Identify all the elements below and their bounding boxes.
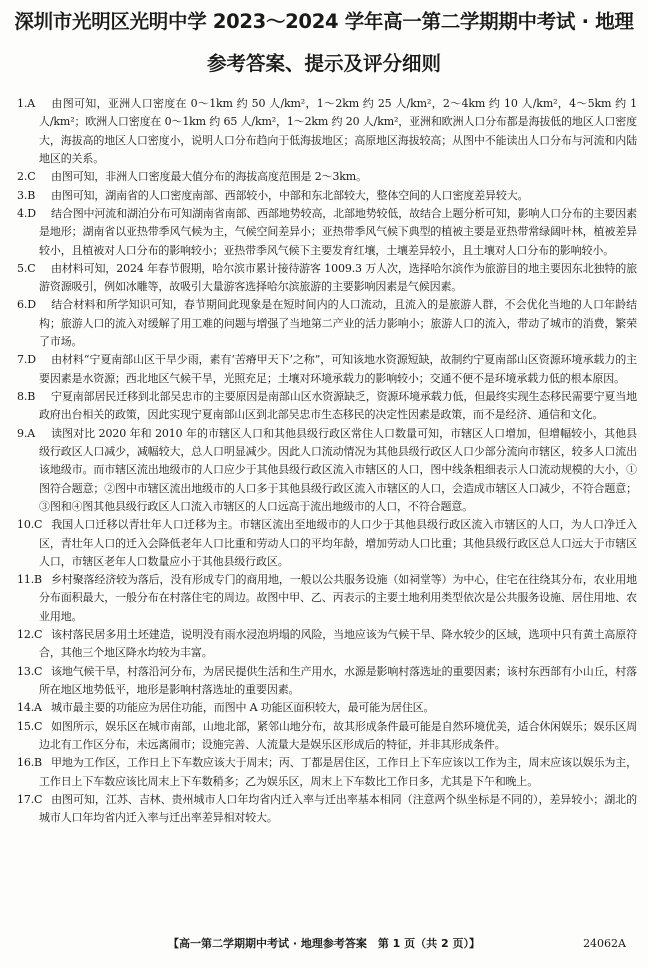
answer-explanation: 宁夏南部居民迁移到北部吴忠市的主要原因是南部山区水资源缺乏，资源环境承载力低，但最终实现生态移民需要宁夏当地政府出台相关的政策，因此实现宁夏南部山区到北部吴忠市生态移民的决定性因素是政策，而不是经济、通信和文化。: [39, 390, 637, 422]
answer-number: 15.C: [17, 719, 43, 733]
answer-number: 17.C: [17, 792, 43, 806]
answer-number: 16.B: [17, 756, 42, 770]
answer-number: 5.C: [17, 261, 36, 275]
answer-item: [17, 296, 637, 351]
answer-item: [17, 791, 637, 828]
answer-explanation: 由图可知，亚洲人口密度在 0～1km 约 50 人/km²，1～2km 约 25 人/km²，2～4km 约 10 人/km²，4～5km 约 1 人/km²；欧洲人口密度在 0～1km 约 65 人/km²，1～2km 约 20 人/km²，亚洲和欧洲人口分布都是海拔低的地区人口密度大，海拔高的地区人口密度小，说明人口分布趋向于低海拔地区；高原地区海拔较高；从图中不能读出人口分布与河流和内陆地区的关系。: [39, 97, 637, 165]
answer-item: [17, 626, 637, 663]
answer-number: 2.C: [17, 170, 36, 184]
answer-number: 13.C: [17, 664, 43, 678]
answer-number: 7.D: [17, 353, 36, 367]
answer-item: [17, 351, 637, 388]
answer-number: 10.C: [17, 518, 43, 532]
footer-paper-code: 24062A: [583, 937, 626, 950]
answer-item: [17, 95, 637, 168]
answer-number: 6.D: [17, 298, 36, 312]
page-subtitle: 参考答案、提示及评分细则: [206, 52, 441, 75]
answer-number: 4.D: [17, 206, 36, 220]
answer-explanation: 城市最主要的功能应为居住功能，而图中 A 功能区面积较大，最可能为居住区。: [51, 701, 435, 715]
answer-number: 8.B: [17, 390, 36, 403]
answer-explanation: 由材料可知，2024 年春节假期，哈尔滨市累计接待游客 1009.3 万人次，选择哈尔滨作为旅游目的地主要因东北独特的旅游资源吸引，例如冰雕等，故吸引大量游客选择哈尔滨旅游的主要影响因素是气候因素。: [39, 261, 637, 294]
answer-item: [17, 699, 637, 717]
answer-explanation: 甲地为工作区，工作日上下车数应该大于周末；丙、丁都是居住区，工作日上下车应该以工作为主，周末应该以娱乐为主，工作日上下车数应该比周末上下车数稍多；乙为娱乐区，周末上下车数比工作日多，尤其是下午和晚上。: [39, 756, 637, 788]
answer-explanation: 由图可知，非洲人口密度最大值分布的海拔高度范围是 2～3km。: [51, 170, 367, 184]
answer-explanation: 我国人口迁移以青壮年人口迁移为主。市辖区流出至地级市的人口少于其他县级行政区流入市辖区的人口，为人口净迁入区，青壮年人口的迁入会降低老年人口比重和劳动人口的平均年龄，增加劳动人口比重；其他县级行政区总人口远大于市辖区人口，市辖区老年人口数量应小于其他县级行政区。: [39, 518, 637, 568]
answer-explanation: 由材料“宁夏南部山区干旱少雨，素有‘苦瘠甲天下’之称”，可知该地水资源短缺，故制约宁夏南部山区资源环境承载力的主要因素是水资源；西北地区气候干旱，光照充足；土壤对环境承载力的影响较小；交通不便不是环境承载力低的根本原因。: [39, 353, 637, 385]
answer-explanation: 该村落民居多用土坯建造，说明没有雨水浸泡坍塌的风险，当地应该为气候干旱、降水较少的区域，选项中只有黄土高原符合，其他三个地区降水均较为丰富。: [39, 628, 637, 660]
page-footer: [0, 936, 648, 952]
answer-number: 3.B: [17, 188, 36, 202]
answer-item: [17, 754, 637, 791]
answer-item: [17, 571, 637, 626]
answer-explanation: 乡村聚落经济较为落后，没有形成专门的商用地，一般以公共服务设施（如祠堂等）为中心，住宅在往绕其分布，农业用地分布面积最大，一般分布在村落住宅的周边。故图中甲、乙、丙表示的主要土地利用类型依次是公共服务设施、居住用地、农业用地。: [39, 573, 637, 623]
answer-item: [17, 388, 637, 425]
answer-list: [17, 95, 637, 828]
answer-number: 11.B: [17, 573, 42, 587]
answer-item: [17, 516, 637, 571]
answer-item: [17, 168, 637, 186]
answer-explanation: 由图可知，湖南省的人口密度南部、西部较小，中部和东北部较大，整体空间的人口密度差异较大。: [51, 188, 529, 202]
answer-explanation: 如图所示，娱乐区在城市南部，山地北部，紧邻山地分布，故其形成条件最可能是自然环境优美，适合休闲娱乐；娱乐区周边北有工作区分布，未远离闹市；设施完善、人流量大是娱乐区形成后的特征，并非其形成条件。: [39, 719, 637, 751]
page-title: 深圳市光明区光明中学 2023～2024 学年高一第二学期期中考试 · 地理: [14, 10, 634, 33]
footer-page-info: 【高一第二学期期中考试 · 地理参考答案 第 1 页（共 2 页）】: [168, 937, 480, 950]
answer-explanation: 读图对比 2020 年和 2010 年的市辖区人口和其他县级行政区常住人口数量可知，市辖区人口增加，但增幅较小，其他县级行政区人口减少，减幅较大，总人口明显减少。因此人口流动情况为其他县级行政区人口少部分流向市辖区，较多人口流出该地级市。而市辖区流出地级市的人口应少于其他县级行政区流入市辖区的人口，图中线条粗细表示人口流动规模的大小，①图符合题意；②图中市辖区流出地级市的人口多于其他县级行政区流入市辖区的人口，会造成市辖区人口减少，不符合题意；③图和④图其他县级行政区人口流入市辖区的人口远高于流出地级市的人口，不符合题意。: [39, 426, 637, 513]
answer-item: [17, 187, 637, 205]
answer-number: 12.C: [17, 628, 43, 642]
answer-item: [17, 260, 637, 297]
answer-explanation: 该地气候干旱，村落沿河分布，为居民提供生活和生产用水，水源是影响村落选址的重要因素；该村东西部有小山丘，村落所在地区地势低平，地形是影响村落选址的重要因素。: [39, 664, 637, 696]
answer-item: [17, 205, 637, 260]
answer-item: [17, 663, 637, 700]
answer-number: 9.A: [17, 426, 35, 440]
answer-item: [17, 718, 637, 755]
answer-explanation: 结合图中河流和湖泊分布可知湖南省南部、西部地势较高，北部地势较低，故结合上题分析可知，影响人口分布的主要因素是地形；湖南省以亚热带季风气候为主，气候空间差异小；亚热带季风气候下典型的植被主要是亚热带常绿阔叶林，植被差异较小，且植被对人口分布的影响较小；亚热带季风气候下主要发育红壤，土壤差异较小，且土壤对人口分布的影响较小。: [39, 206, 637, 257]
answer-explanation: 结合材料和所学知识可知，春节期间此现象是在短时间内的人口流动，且流入的是旅游人群，不会优化当地的人口年龄结构；旅游人口的流入对缓解了用工难的问题与增强了当地第二产业的活力影响小；旅游人口的流入，带动了城市的消费，繁荣了市场。: [39, 298, 637, 349]
answer-explanation: 由图可知，江苏、吉林、贵州城市人口年均省内迁入率与迁出率基本相同（注意两个纵坐标是不同的），差异较小；湖北的城市人口年均省内迁入率与迁出率差异相对较大。: [39, 792, 637, 825]
answer-item: [17, 425, 637, 517]
answer-number: 14.A: [17, 701, 42, 715]
answer-number: 1.A: [17, 97, 35, 110]
